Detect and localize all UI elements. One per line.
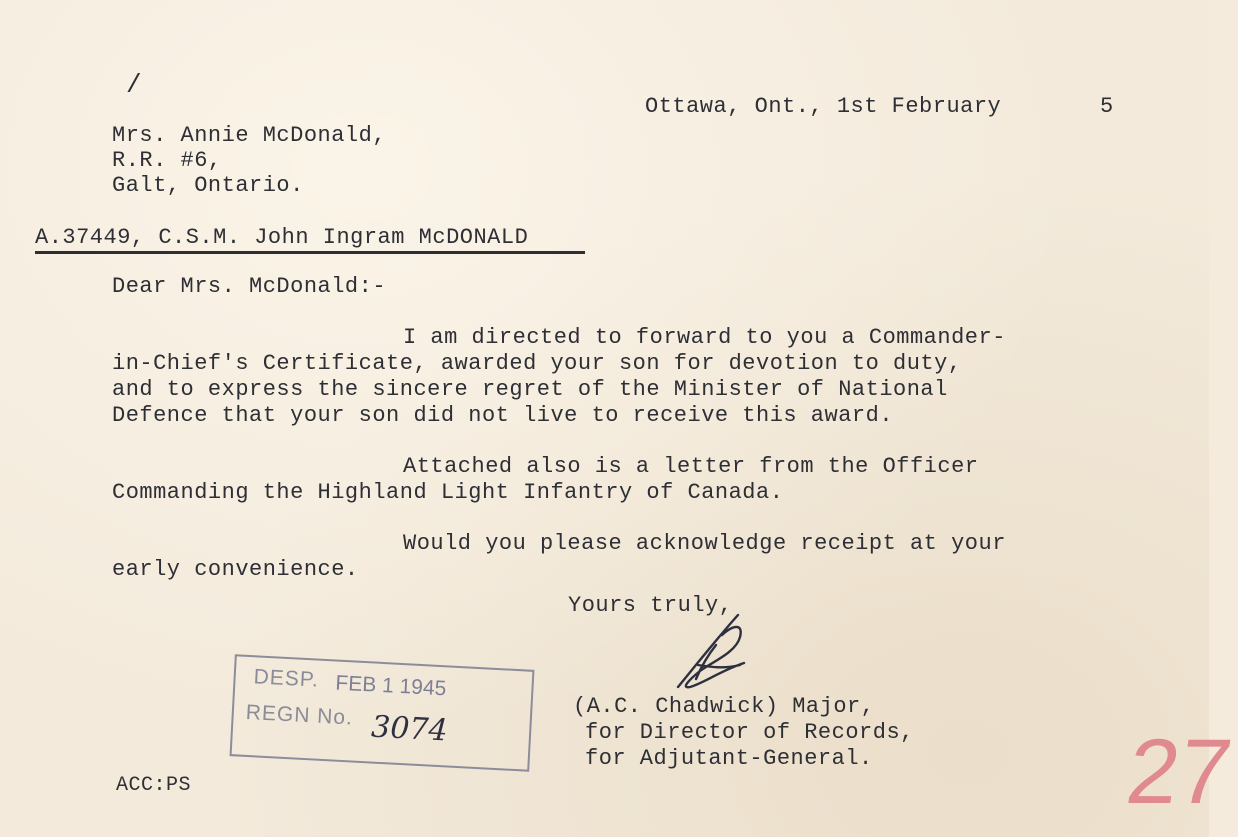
- paragraph-line: Commanding the Highland Light Infantry of Canada.: [112, 480, 784, 505]
- paragraph-line: Would you please acknowledge receipt at your: [403, 531, 1006, 556]
- closing: Yours truly,: [568, 593, 733, 618]
- reference-underline: [35, 251, 585, 254]
- pencil-page-number: 27: [1120, 721, 1238, 823]
- handwritten-signature: [660, 605, 760, 700]
- reference-line: A.37449, C.S.M. John Ingram McDONALD: [35, 225, 529, 250]
- year-fragment: 5: [1100, 94, 1114, 119]
- stamp-desp-label: DESP.: [253, 665, 320, 692]
- recipient-name: Mrs. Annie McDonald,: [112, 123, 387, 148]
- paragraph-line: I am directed to forward to you a Commander-: [403, 325, 1006, 350]
- stamp-date: FEB 1 1945: [334, 671, 447, 701]
- paragraph-line: Attached also is a letter from the Officer: [403, 454, 979, 479]
- recipient-route: R.R. #6,: [112, 148, 222, 173]
- signatory-name: (A.C. Chadwick) Major,: [573, 694, 875, 719]
- paragraph-line: and to express the sincere regret of the Minister of National: [112, 377, 948, 402]
- stamp-regn-label: REGN No.: [245, 700, 354, 730]
- salutation: Dear Mrs. McDonald:-: [112, 274, 387, 299]
- stamp-regn-number: 3074: [370, 709, 449, 749]
- despatch-stamp: [230, 654, 535, 772]
- top-pencil-mark: /: [126, 70, 143, 100]
- recipient-town: Galt, Ontario.: [112, 173, 304, 198]
- signatory-role-2: for Adjutant-General.: [585, 746, 873, 771]
- paragraph-line: Defence that your son did not live to receive this award.: [112, 403, 894, 428]
- place-date: Ottawa, Ont., 1st February: [645, 94, 1002, 119]
- typist-initials: ACC:PS: [116, 774, 192, 797]
- paragraph-line: early convenience.: [112, 557, 359, 582]
- signatory-role-1: for Director of Records,: [585, 720, 914, 745]
- paragraph-line: in-Chief's Certificate, awarded your son for devotion to duty,: [112, 351, 962, 376]
